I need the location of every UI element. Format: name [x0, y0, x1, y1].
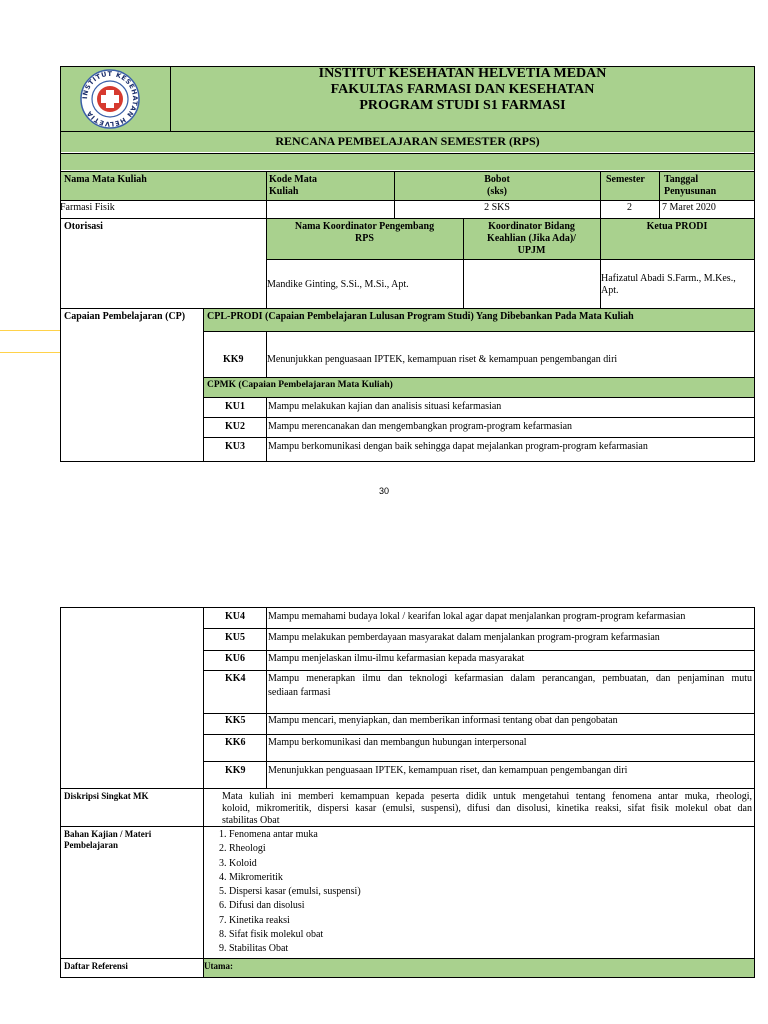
kk5-text: Mampu mencari, menyiapkan, dan memberikan informasi tentang obat dan pengobatan — [268, 715, 618, 726]
description-line-3: stabilitas Obat — [222, 815, 280, 826]
references-main-label: Utama: — [204, 961, 233, 971]
ku3-code: KU3 — [225, 441, 245, 452]
rps-coordinator-header-2: RPS — [355, 233, 374, 244]
head-of-program-header: Ketua PRODI — [646, 221, 708, 232]
kk5-code: KK5 — [225, 715, 246, 726]
list-item: 2. Rheologi — [219, 843, 266, 855]
ku5-text: Mampu melakukan pemberdayaan masyarakat dalam menjalankan program-program kefarmasian — [268, 632, 660, 643]
head-of-program-name-2: Apt. — [601, 285, 619, 296]
ku2-text: Mampu merencanakan dan mengembangkan program-program kefarmasian — [268, 421, 573, 432]
reference-fill — [203, 959, 754, 977]
logo-ring-text: INSTITUT KESEHATAN HELVETIA — [80, 69, 140, 129]
head-of-program-name-1: Hafizatul Abadi S.Farm., M.Kes., — [601, 273, 736, 284]
materials-label-2: Pembelajaran — [64, 840, 118, 850]
list-item: 5. Dispersi kasar (emulsi, suspensi) — [219, 886, 361, 898]
field-coordinator-header-2: Keahlian (Jika Ada)/ — [487, 233, 576, 244]
list-item: 7. Kinetika reaksi — [219, 914, 290, 926]
yellow-mark — [0, 330, 60, 331]
kk9-text: Menunjukkan penguasaan IPTEK, kemampuan riset, dan kemampuan pengembangan diri — [268, 765, 628, 776]
description-label: Diskripsi Singkat MK — [64, 791, 149, 801]
semester-label: Semester — [606, 174, 645, 185]
ku1-code: KU1 — [225, 401, 245, 412]
page-number: 30 — [378, 486, 389, 496]
references-label: Daftar Referensi — [64, 961, 128, 971]
program-name: PROGRAM STUDI S1 FARMASI — [359, 98, 566, 113]
ku2-code: KU2 — [225, 421, 245, 432]
ku6-text: Mampu menjelaskan ilmu-ilmu kefarmasian kepada masyarakat — [268, 653, 525, 664]
ku6-code: KU6 — [225, 653, 245, 664]
list-item: 3. Koloid — [219, 857, 257, 869]
ku1-text: Mampu melakukan kajian dan analisis situasi kefarmasian — [268, 401, 502, 412]
kk4-text-line-2: sediaan farmasi — [268, 687, 331, 698]
list-item: 8. Sifat fisik molekul obat — [219, 929, 324, 941]
rps-coordinator-header-1: Nama Koordinator Pengembang — [294, 221, 435, 232]
list-item: 1. Fenomena antar muka — [219, 829, 318, 840]
ku4-text: Mampu memahami budaya lokal / kearifan lokal agar dapat menjalankan program-program kefarmasian — [268, 611, 686, 622]
kk9-code: KK9 — [223, 354, 244, 365]
kk4-text-line-1: Mampu menerapkan ilmu dan teknologi kefarmasian dalam perancangan, pembuatan, dan penjaminan mutu — [268, 673, 752, 684]
ku5-code: KU5 — [225, 632, 245, 643]
course-name-value: Farmasi Fisik — [60, 202, 115, 213]
ku3-text: Mampu berkomunikasi dengan baik sehingga dapat mejalankan program-program kefarmasian — [268, 441, 648, 452]
rps-title: RENCANA PEMBELAJARAN SEMESTER (RPS) — [275, 134, 540, 148]
semester-value: 2 — [627, 202, 632, 213]
institution-name: INSTITUT KESEHATAN HELVETIA MEDAN — [318, 66, 607, 81]
rps-coordinator-name: Mandike Ginting, S.Si., M.Si., Apt. — [267, 279, 409, 290]
kk9-code: KK9 — [225, 765, 246, 776]
field-coordinator-header-3: UPJM — [517, 245, 546, 256]
list-item: 6. Difusi dan disolusi — [219, 900, 305, 912]
cpmk-header: CPMK (Capaian Pembelajaran Mata Kuliah) — [207, 380, 393, 390]
description-line-1: Mata kuliah ini memberi kemampuan kepada peserta didik untuk mengetahui tentang fenomena antar muka, rheologi, — [222, 791, 752, 802]
kk6-text: Mampu berkomunikasi dan membangun hubungan interpersonal — [268, 737, 527, 748]
course-weight-label-2: (sks) — [486, 186, 507, 197]
course-weight-value: 2 SKS — [484, 202, 510, 213]
date-value: 7 Maret 2020 — [662, 202, 716, 213]
course-code-label-2: Kuliah — [269, 186, 299, 197]
description-line-2: koloid, mikromeritik, dispersi kasar (emulsi, suspensi), difusi dan disolusi, kinetika reaksi, sifat fisik molekul obat dan — [222, 803, 752, 814]
list-item: 4. Mikromeritik — [219, 871, 283, 883]
authorization-label: Otorisasi — [64, 221, 103, 232]
faculty-name: FAKULTAS FARMASI DAN KESEHATAN — [330, 82, 595, 97]
field-coordinator-header-1: Koordinator Bidang — [488, 221, 575, 232]
materials-list — [219, 828, 361, 957]
kk6-code: KK6 — [225, 737, 246, 748]
course-weight-label-1: Bobot — [484, 174, 510, 185]
date-label-2: Penyusunan — [664, 186, 717, 197]
cpl-prodi-header: CPL-PRODI (Capaian Pembelajaran Lulusan Program Studi) Yang Dibebankan Pada Mata Kuliah — [207, 311, 634, 322]
ku4-code: KU4 — [225, 611, 245, 622]
institution-logo — [75, 69, 145, 129]
cp-label: Capaian Pembelajaran (CP) — [64, 311, 186, 322]
yellow-mark — [0, 352, 60, 353]
kk4-code: KK4 — [225, 673, 246, 684]
date-label-1: Tanggal — [664, 174, 699, 185]
course-name-label: Nama Mata Kuliah — [64, 174, 147, 185]
materials-label-1: Bahan Kajian / Materi — [64, 829, 152, 839]
list-item: 9. Stabilitas Obat — [219, 943, 289, 955]
kk9-text: Menunjukkan penguasaan IPTEK, kemampuan riset & kemampuan pengembangan diri — [267, 354, 618, 365]
blank-row-fill — [60, 154, 754, 170]
course-code-label-1: Kode Mata — [269, 174, 318, 185]
